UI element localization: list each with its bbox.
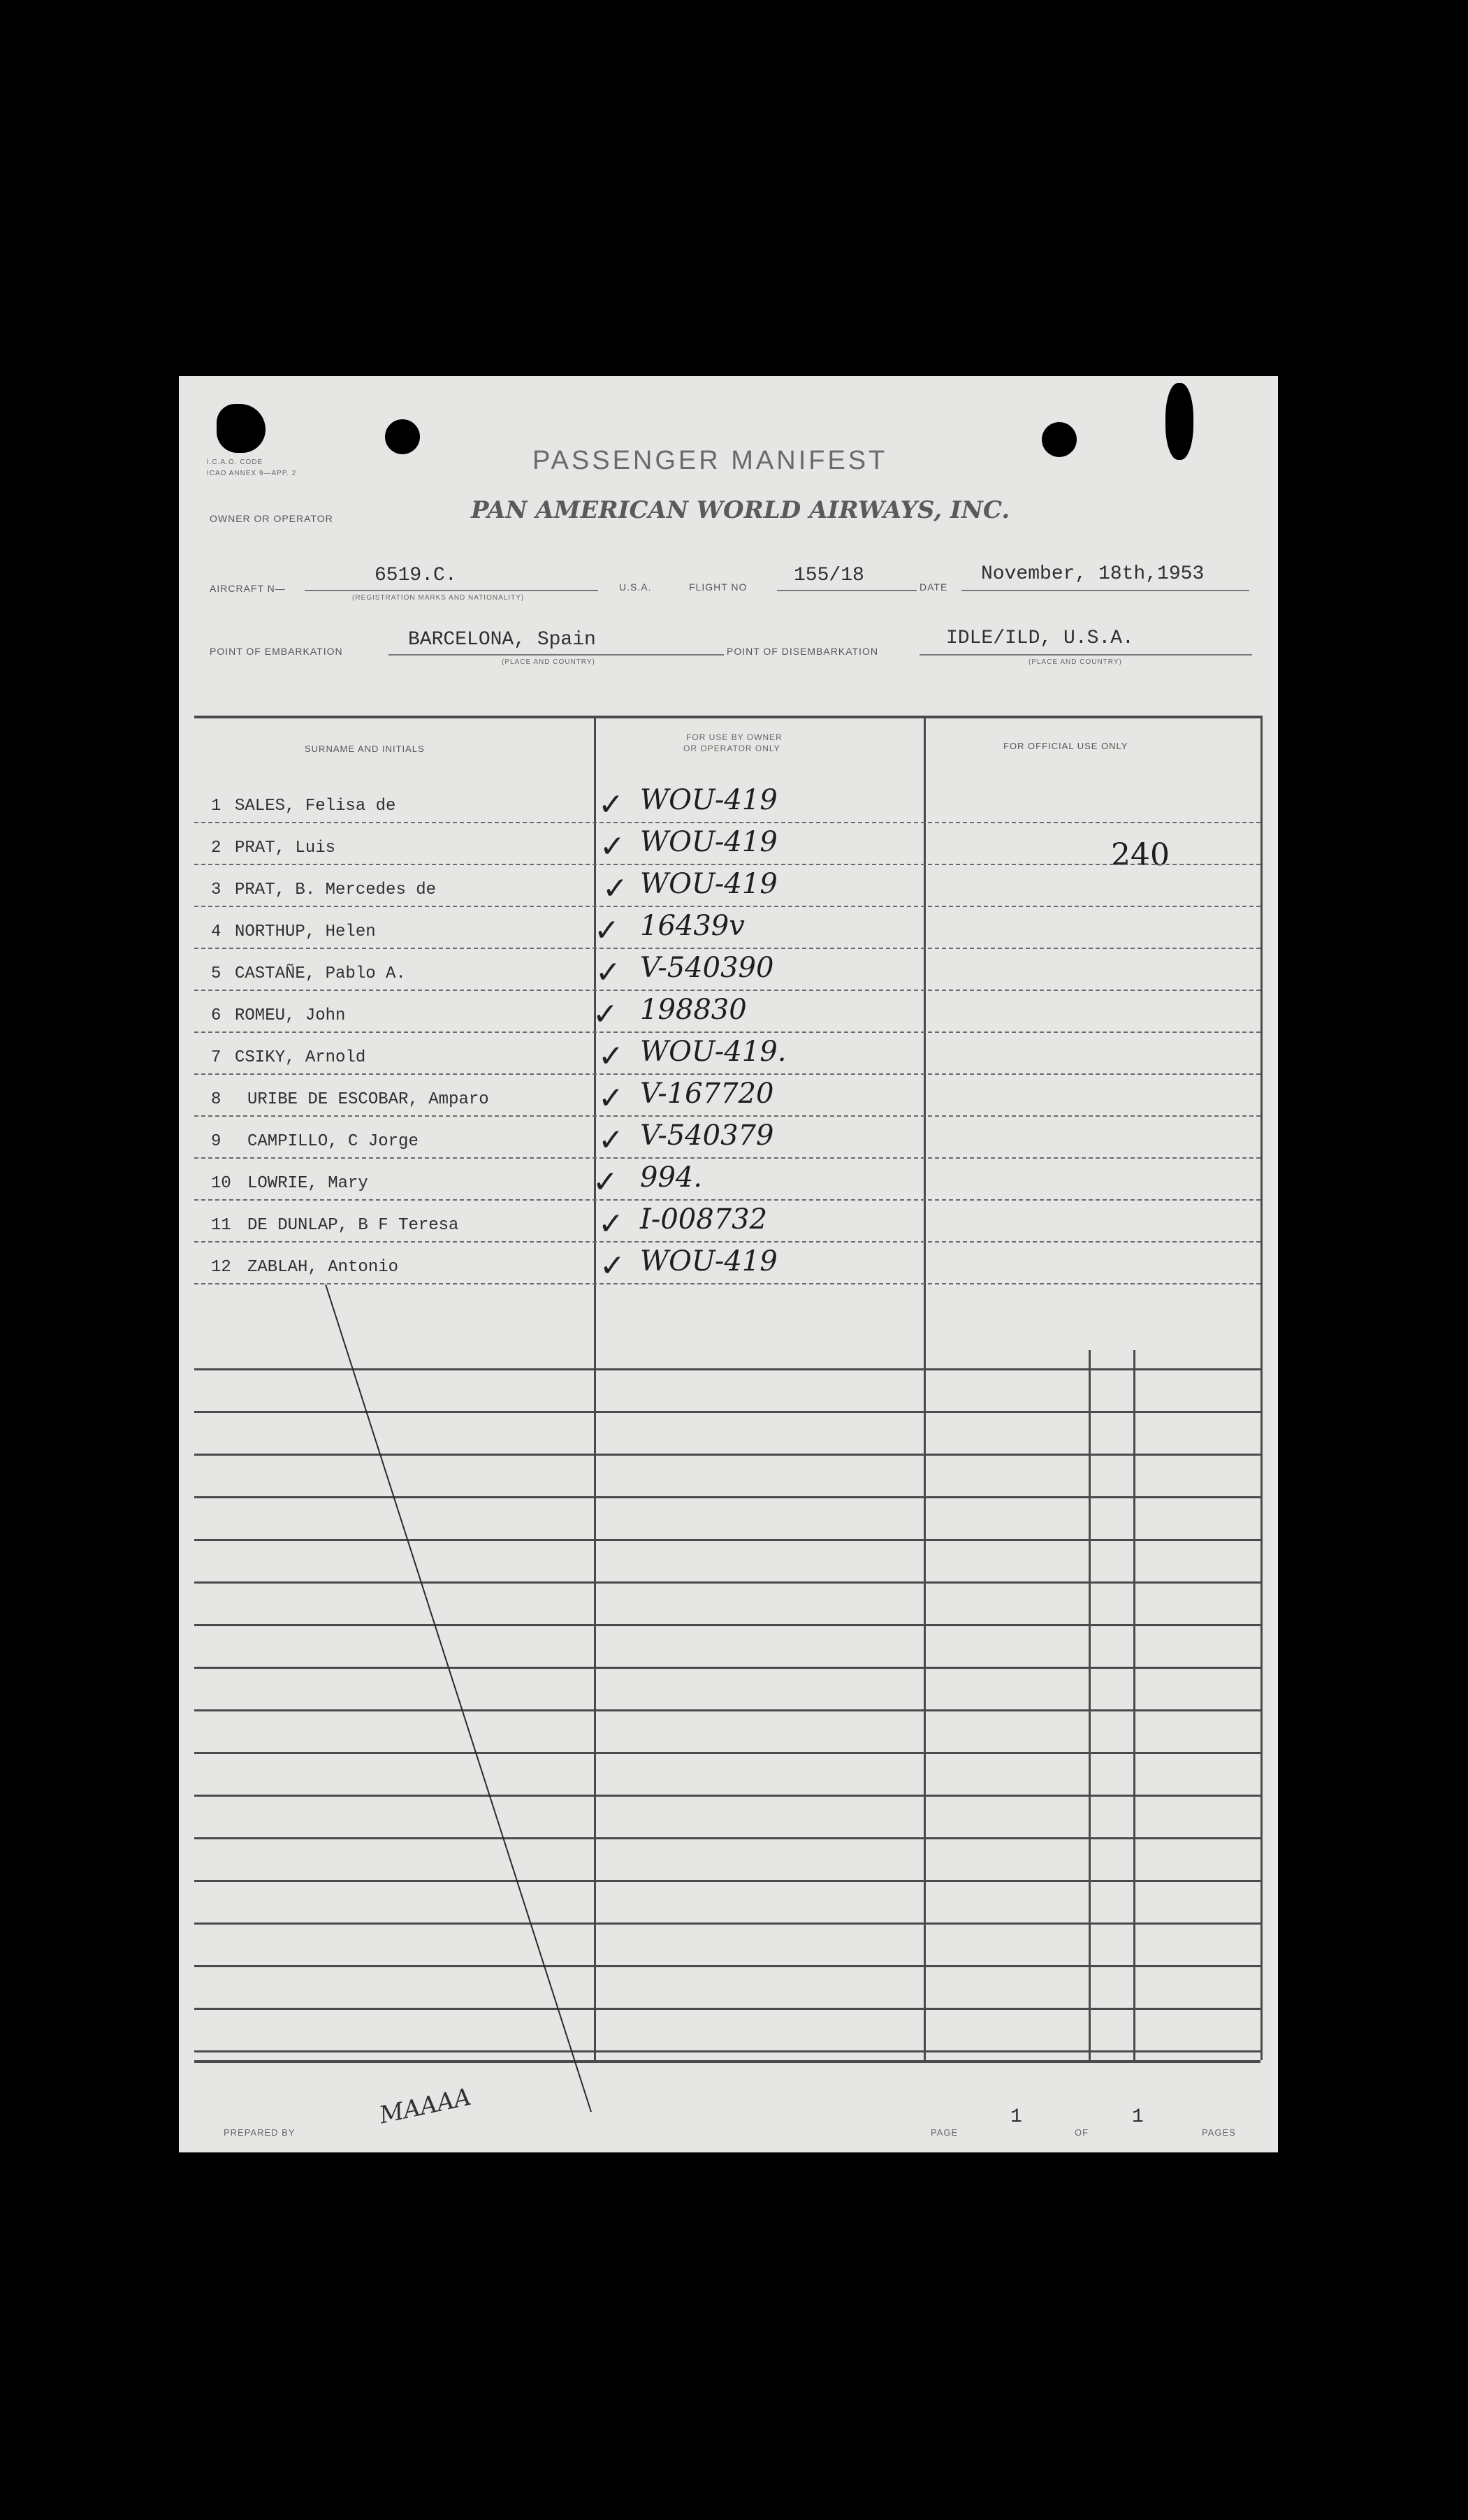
owner-note: 16439v — [640, 910, 745, 942]
passenger-number: 2 — [211, 839, 221, 857]
check-mark-icon: ✓ — [594, 913, 620, 948]
col-header-official: FOR OFFICIAL USE ONLY — [1003, 741, 1128, 751]
passenger-number: 9 — [211, 1132, 221, 1151]
date-label: DATE — [920, 581, 948, 593]
owner-note: 994. — [640, 1161, 703, 1194]
of-label: OF — [1075, 2127, 1089, 2138]
page-title: PASSENGER MANIFEST — [532, 446, 888, 475]
treaty-code-line1: I.C.A.O. CODE — [207, 458, 263, 466]
check-mark-icon: ✓ — [598, 1038, 624, 1074]
embark-sublabel: (PLACE AND COUNTRY) — [502, 658, 595, 666]
owner-note: WOU-419. — [640, 1036, 787, 1068]
owner-note: WOU-419 — [640, 826, 778, 858]
owner-note: V-540379 — [640, 1120, 774, 1152]
passenger-number: 8 — [211, 1090, 221, 1109]
owner-note: V-540390 — [640, 952, 774, 984]
passenger-name: CASTAÑE, Pablo A. — [235, 964, 406, 983]
passenger-name: NORTHUP, Helen — [235, 922, 376, 941]
check-mark-icon: ✓ — [593, 997, 618, 1032]
passenger-name: URIBE DE ESCOBAR, Amparo — [247, 1090, 489, 1109]
disembark-value: IDLE/ILD, U.S.A. — [946, 628, 1134, 649]
passenger-name: ROMEU, John — [235, 1006, 346, 1025]
passenger-name: LOWRIE, Mary — [247, 1174, 368, 1193]
disembark-label: POINT OF DISEMBARKATION — [727, 646, 878, 657]
passenger-number: 10 — [211, 1174, 231, 1193]
treaty-code-line2: ICAO ANNEX 9—APP. 2 — [207, 470, 297, 477]
passenger-number: 7 — [211, 1048, 221, 1067]
passenger-name: CSIKY, Arnold — [235, 1048, 366, 1067]
check-mark-icon: ✓ — [595, 955, 621, 990]
flight-label: FLIGHT NO — [689, 581, 748, 593]
disembark-sublabel: (PLACE AND COUNTRY) — [1029, 658, 1122, 666]
col-header-owner-line1: FOR USE BY OWNER — [686, 732, 783, 742]
owner-note: 198830 — [640, 994, 747, 1026]
check-mark-icon: ✓ — [593, 1164, 618, 1200]
prepared-label: PREPARED BY — [224, 2127, 296, 2138]
aircraft-label: AIRCRAFT N— — [210, 583, 286, 594]
strike-through-line — [179, 376, 1278, 2152]
passenger-number: 4 — [211, 922, 221, 941]
owner-note: I-008732 — [640, 1203, 768, 1236]
page-value: 1 — [1010, 2106, 1022, 2128]
check-mark-icon: ✓ — [599, 829, 625, 864]
official-count: 240 — [1111, 837, 1170, 873]
owner-note: V-167720 — [640, 1078, 774, 1110]
owner-note: WOU-419 — [640, 1245, 778, 1277]
passenger-name: ZABLAH, Antonio — [247, 1258, 399, 1277]
passenger-number: 6 — [211, 1006, 221, 1025]
date-value: November, 18th,1953 — [981, 563, 1205, 585]
manifest-sheet — [179, 376, 1278, 2152]
passenger-name: CAMPILLO, C Jorge — [247, 1132, 419, 1151]
passenger-name: SALES, Felisa de — [235, 797, 396, 816]
embark-label: POINT OF EMBARKATION — [210, 646, 343, 657]
check-mark-icon: ✓ — [602, 871, 628, 906]
pages-label: PAGES — [1202, 2127, 1236, 2138]
check-mark-icon: ✓ — [599, 1248, 625, 1284]
col-header-names: SURNAME AND INITIALS — [305, 744, 425, 754]
check-mark-icon: ✓ — [598, 1206, 624, 1242]
embark-value: BARCELONA, Spain — [408, 629, 596, 651]
owner-value: PAN AMERICAN WORLD AIRWAYS, INC. — [471, 496, 1010, 524]
passenger-name: PRAT, Luis — [235, 839, 336, 857]
owner-label: OWNER OR OPERATOR — [210, 513, 333, 524]
aircraft-value: 6519.C. — [375, 565, 457, 586]
of-value: 1 — [1132, 2106, 1144, 2128]
passenger-number: 5 — [211, 964, 221, 983]
passenger-number: 3 — [211, 881, 221, 899]
owner-note: WOU-419 — [640, 784, 778, 816]
check-mark-icon: ✓ — [598, 1080, 624, 1116]
country-label: U.S.A. — [619, 581, 652, 593]
col-header-owner-line2: OR OPERATOR ONLY — [683, 744, 780, 753]
passenger-number: 12 — [211, 1258, 231, 1277]
passenger-name: PRAT, B. Mercedes de — [235, 881, 437, 899]
page-label: PAGE — [931, 2127, 959, 2138]
passenger-name: DE DUNLAP, B F Teresa — [247, 1216, 459, 1235]
check-mark-icon: ✓ — [598, 787, 624, 823]
owner-note: WOU-419 — [640, 868, 778, 900]
aircraft-sublabel: (REGISTRATION MARKS AND NATIONALITY) — [352, 594, 525, 602]
preparer-signature: MAAAA — [377, 2083, 474, 2130]
flight-value: 155/18 — [794, 565, 864, 586]
passenger-number: 1 — [211, 797, 221, 816]
passenger-number: 11 — [211, 1216, 231, 1235]
check-mark-icon: ✓ — [598, 1122, 624, 1158]
